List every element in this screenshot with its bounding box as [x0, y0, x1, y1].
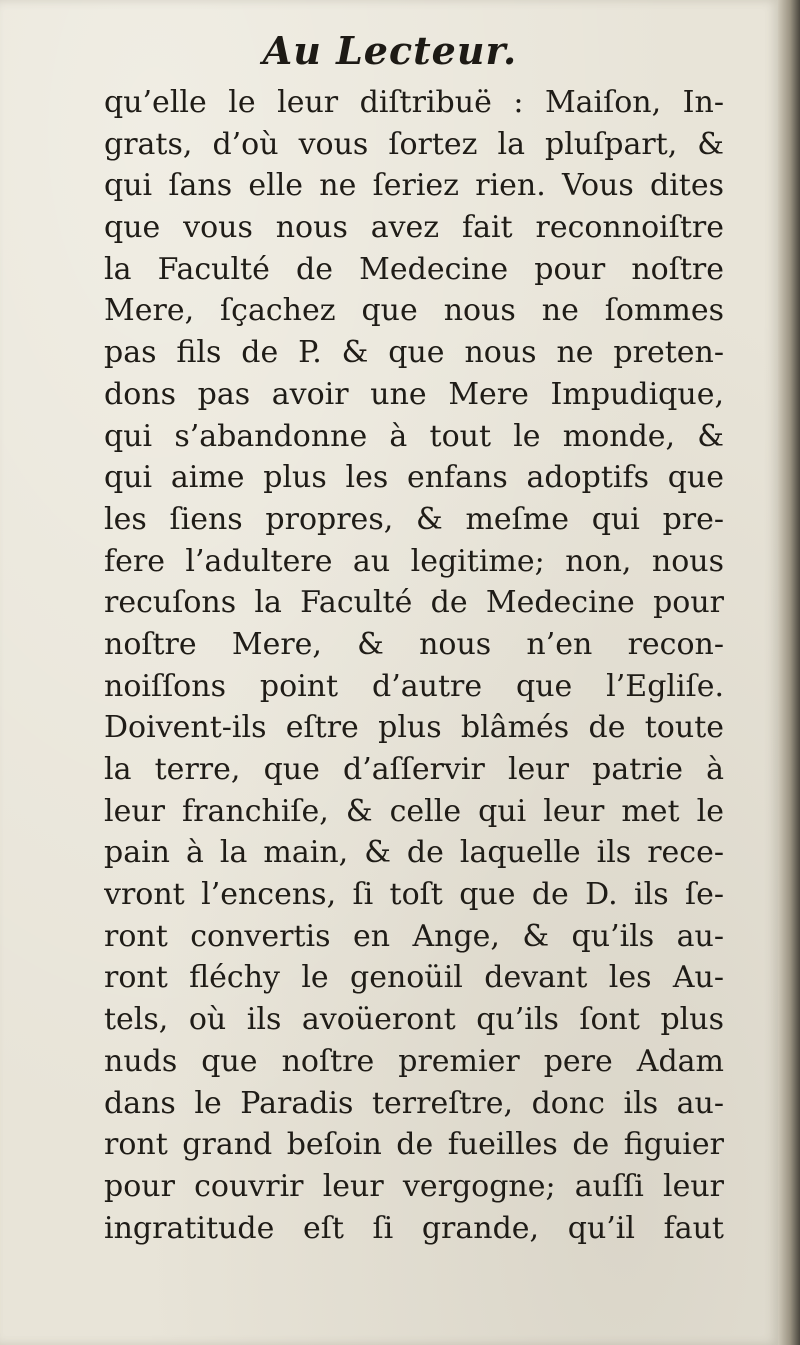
page-body — [104, 82, 724, 1249]
text-line: noiſſons point d’autre que l’Egliſe. — [104, 668, 724, 704]
text-line: pour couvrir leur vergogne; auſſi leur — [104, 1168, 724, 1204]
page-edge — [778, 0, 800, 1345]
text-line: dans le Paradis terreſtre, donc ils au- — [104, 1085, 724, 1121]
running-head: Au Lecteur. — [262, 28, 518, 73]
text-line: qui ſans elle ne ſeriez rien. Vous dites — [104, 168, 724, 204]
text-line: Mere, ſçachez que nous ne ſommes — [104, 293, 724, 329]
text-line: ront grand beſoin de fueilles de figuier — [104, 1127, 724, 1163]
text-line: vront l’encens, ſi toſt que de D. ils ſe- — [104, 877, 724, 913]
text-line: ront convertis en Ange, & qu’ils au- — [104, 918, 724, 954]
text-line: dons pas avoir une Mere Impudique, — [104, 376, 724, 412]
text-line: ront fléchy le genoüil devant les Au- — [104, 960, 724, 996]
text-line: la Faculté de Medecine pour noſtre — [104, 251, 724, 287]
text-line: recuſons la Faculté de Medecine pour — [104, 585, 724, 621]
text-line: fere l’adultere au legitime; non, nous — [104, 543, 724, 579]
text-line: leur franchiſe, & celle qui leur met le — [104, 793, 724, 829]
text-line: tels, où ils avoüeront qu’ils ſont plus — [104, 1002, 724, 1038]
text-line: grats, d’où vous ſortez la pluſpart, & — [104, 126, 724, 162]
text-line: pain à la main, & de laquelle ils rece- — [104, 835, 724, 871]
text-line: nuds que noſtre premier pere Adam — [104, 1043, 724, 1079]
text-line: ingratitude eſt ſi grande, qu’il faut — [104, 1210, 724, 1246]
text-line: que vous nous avez fait reconnoiſtre — [104, 210, 724, 246]
text-line: qui s’abandonne à tout le monde, & — [104, 418, 724, 454]
text-line: les ſiens propres, & meſme qui pre- — [104, 501, 724, 537]
text-line: qui aime plus les enfans adoptifs que — [104, 460, 724, 496]
text-line: noſtre Mere, & nous n’en recon- — [104, 626, 724, 662]
text-line: la terre, que d’aſſervir leur patrie à — [104, 752, 724, 787]
text-line: Doivent-ils eſtre plus blâmés de toute — [104, 710, 724, 746]
text-line: pas fils de P. & que nous ne preten- — [104, 335, 724, 371]
text-line: qu’elle le leur diſtribuë : Maiſon, In- — [104, 85, 724, 120]
